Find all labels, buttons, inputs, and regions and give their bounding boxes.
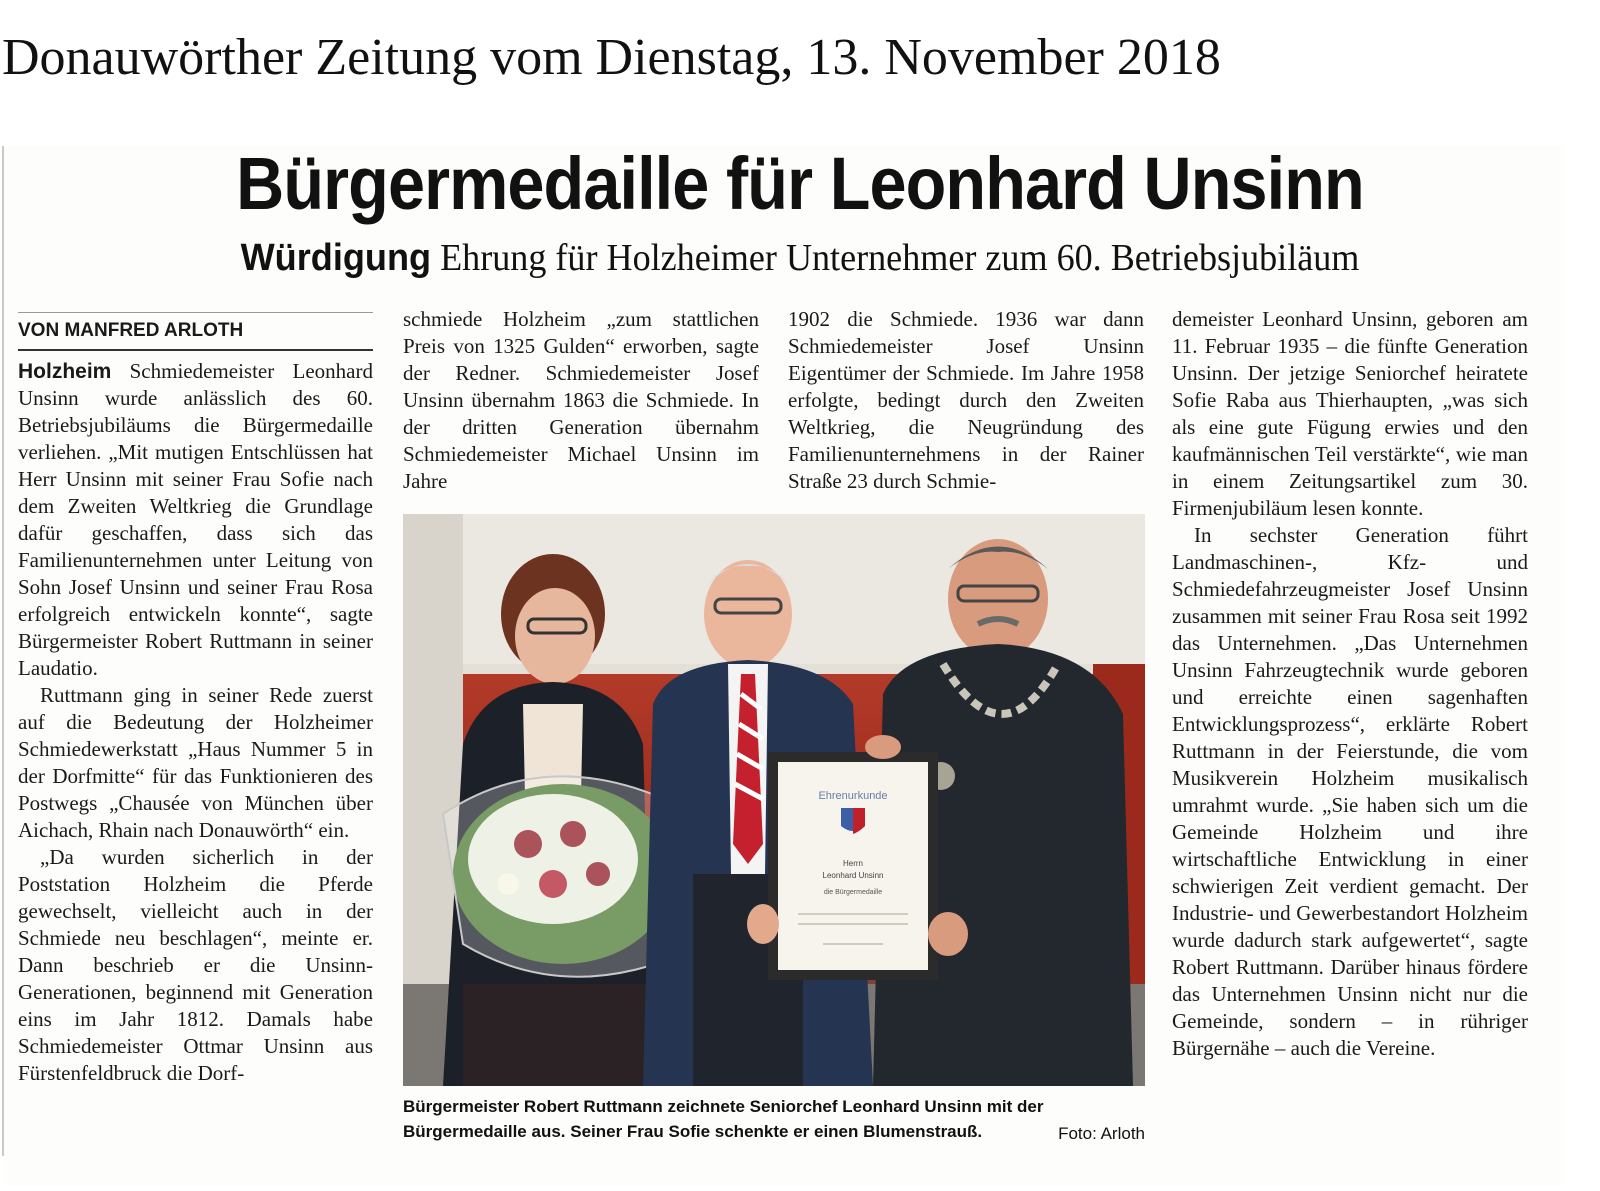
dateline: Holzheim <box>18 360 112 383</box>
article-paragraph: Ruttmann ging in seiner Rede zuerst auf die Bedeutung der Holzheimer Schmiedewerkstatt „Haus Nummer 5 in der Dorfmitte“ für das Funktionieren des Postwegs „Chausée von München über Aichach, Rhain nach Donauwörth“ ein. <box>18 683 373 842</box>
headline: Bürgermedaille für Leonhard Unsinn <box>236 142 1364 225</box>
paragraph-text: Schmiedemeister Leonhard Unsinn wurde anlässlich des 60. Betriebsjubiläums die Bürgermedaille verliehen. „Mit mutigen Entschlüssen hat Herr Unsinn mit seiner Frau Sofie nach dem Zweiten Weltkrieg die Grundlage dafür geschaffen, dass sich das Familienunternehmen unter Leitung von Sohn Josef Unsinn und seiner Frau Rosa erfolgreich entwickeln konnte“, sagte Bürgermeister Robert Ruttmann in seiner Laudatio. <box>18 359 373 680</box>
certificate-title: Ehrenurkunde <box>818 790 888 802</box>
article-paragraph: In sechster Generation führt Landmaschinen-, Kfz- und Schmiedefahrzeugmeister Josef Unsinn zusammen mit seiner Frau Rosa seit 1992 das Unternehmen. „Das Unternehmen Unsinn Fahrzeugtechnik wurde geboren und erreichte einen sagenhaften Entwicklungsprozess“, erklärte Robert Ruttmann in der Feierstunde, die vom Musikverein Holzheim musikalisch umrahmt wurde. „Sie haben sich um die Gemeinde Holzheim und ihre wirtschaftliche Entwicklung in einer schwierigen Zeit verdient gemacht. Der Industrie- und Gewerbestandort Holzheim wurde dadurch stark aufgewertet“, sagte Robert Ruttmann. Darüber hinaus fördere das Unternehmen Unsinn nicht nur die Gemeinde, sondern – in rühriger Bürgernähe – auch die Vereine. <box>1172 523 1528 1060</box>
certificate-line-3: die Bürgermedaille <box>823 889 883 896</box>
article-paragraph: schmiede Holzheim „zum stattlichen Preis von 1325 Gulden“ erworben, sagte der Redner. Schmiedemeister Josef Unsinn übernahm 1863 die Schmiede. In der dritten Generation übernahm Schmiedemeister Michael Unsinn im Jahre <box>403 307 759 493</box>
article-column-4 <box>1172 306 1528 1062</box>
article-column-2 <box>403 306 759 495</box>
photo-credit: Foto: Arloth <box>1058 1124 1145 1143</box>
article-photo <box>403 514 1145 1086</box>
article-paragraph: 1902 die Schmiede. 1936 war dann Schmiedemeister Josef Unsinn Eigentümer der Schmiede. Im Jahre 1958 erfolgte, bedingt durch den Zweiten Weltkrieg, die Neugründung des Familienunternehmens in der Rainer Straße 23 durch Schmie- <box>788 307 1144 493</box>
subheadline <box>40 234 1560 282</box>
certificate-line-2: Leonhard Unsinn <box>822 871 884 880</box>
masthead: Donauwörther Zeitung vom Dienstag, 13. November 2018 <box>2 29 1221 86</box>
article-column-1 <box>18 358 373 1087</box>
photo-illustration <box>403 514 1145 1086</box>
article-paragraph: „Da wurden sicherlich in der Poststation Holzheim die Pferde gewechselt, vielleicht auch in der Schmiede neu beschlagen“, meinte er. Dann beschrieb er die Unsinn-Generationen, beginnend mit Generation eins im Jahr 1812. Damals habe Schmiedemeister Ottmar Unsinn aus Fürstenfeldbruck die Dorf- <box>18 845 373 1085</box>
certificate-line-1: Herrn <box>842 859 864 868</box>
subheadline-kicker: Würdigung <box>240 237 432 279</box>
photo-caption: Bürgermeister Robert Ruttmann zeichnete Seniorchef Leonhard Unsinn mit der Bürgermedaille aus. Seiner Frau Sofie schenkte er einen Blumenstrauß. <box>403 1097 1044 1141</box>
clipping-edge <box>2 146 4 1156</box>
subheadline-text: Ehrung für Holzheimer Unternehmer zum 60. Betriebsjubiläum <box>440 237 1360 279</box>
article-paragraph: demeister Leonhard Unsinn, geboren am 11. Februar 1935 – die fünfte Generation Unsinn. Der jetzige Seniorchef heiratete Sofie Raba aus Thierhaupten, „was sich als eine gute Fügung erwies und den kaufmännischen Teil verstärkte“, wie man in einem Zeitungsartikel zum 30. Firmenjubiläum lesen konnte. <box>1172 307 1528 520</box>
article-column-3 <box>788 306 1144 495</box>
byline: VON MANFRED ARLOTH <box>18 312 373 351</box>
article-paragraph <box>18 358 373 682</box>
